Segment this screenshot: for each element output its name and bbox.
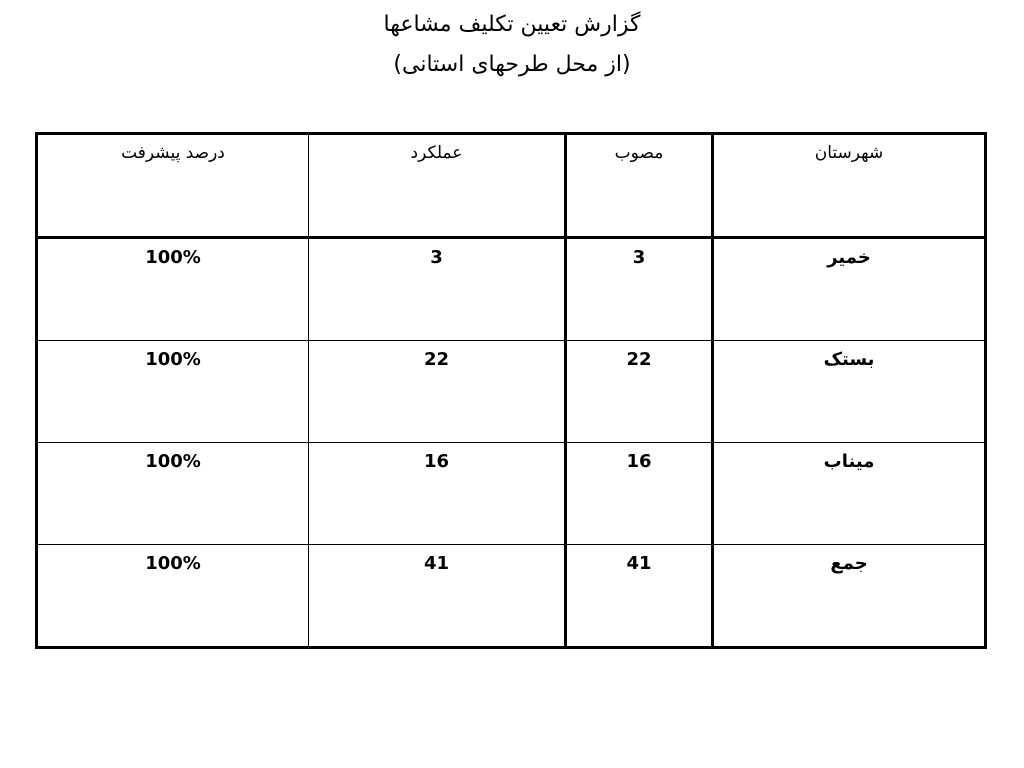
cell-progress: 100% — [37, 443, 309, 545]
cell-progress: 100% — [37, 341, 309, 443]
cell-approved-total: 41 — [566, 545, 713, 648]
cell-city: خمیر — [713, 238, 986, 341]
cell-city-total: جمع — [713, 545, 986, 648]
cell-progress-total: 100% — [37, 545, 309, 648]
cell-progress: 100% — [37, 238, 309, 341]
report-title: گزارش تعیین تکلیف مشاعها — [383, 12, 641, 37]
header-performance: عملکرد — [309, 134, 566, 238]
table-row — [37, 341, 986, 443]
table-row — [37, 238, 986, 341]
cell-approved: 22 — [566, 341, 713, 443]
header-progress: درصد پیشرفت — [37, 134, 309, 238]
cell-approved: 3 — [566, 238, 713, 341]
header-approved: مصوب — [566, 134, 713, 238]
cell-performance: 22 — [309, 341, 566, 443]
report-subtitle: (از محل طرحهای استانی) — [393, 52, 631, 77]
report-table — [35, 132, 987, 649]
cell-city: بستک — [713, 341, 986, 443]
cell-performance-total: 41 — [309, 545, 566, 648]
title-block — [0, 10, 1024, 90]
table-row — [37, 443, 986, 545]
cell-performance: 16 — [309, 443, 566, 545]
cell-performance: 3 — [309, 238, 566, 341]
cell-city: میناب — [713, 443, 986, 545]
header-row — [37, 134, 986, 238]
cell-approved: 16 — [566, 443, 713, 545]
table-body — [37, 238, 986, 648]
table-row-total — [37, 545, 986, 648]
header-city: شهرستان — [713, 134, 986, 238]
table-header — [37, 134, 986, 238]
